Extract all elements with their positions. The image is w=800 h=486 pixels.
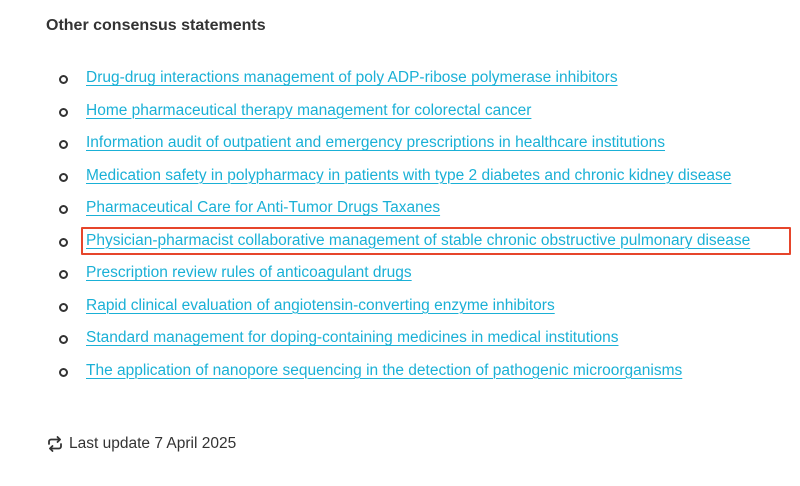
bullet-icon: [59, 108, 68, 117]
list-item: [0, 324, 800, 357]
list-item: [0, 194, 800, 227]
last-update-text: Last update 7 April 2025: [69, 435, 237, 452]
consensus-link[interactable]: Drug-drug interactions management of poly ADP-ribose polymerase inhibitors: [86, 69, 618, 86]
bullet-icon: [59, 140, 68, 149]
list-item: [0, 64, 800, 97]
bullet-icon: [59, 303, 68, 312]
consensus-link[interactable]: The application of nanopore sequencing in the detection of pathogenic microorganisms: [86, 361, 683, 379]
list-item: [0, 162, 800, 195]
consensus-link[interactable]: Medication safety in polypharmacy in patients with type 2 diabetes and chronic kidney disease: [86, 166, 732, 184]
consensus-link[interactable]: Standard management for doping-containing medicines in medical institutions: [86, 329, 619, 346]
bullet-icon: [59, 238, 68, 247]
consensus-link-highlighted[interactable]: Physician-pharmacist collaborative management of stable chronic obstructive pulmonary disease: [86, 231, 751, 249]
consensus-link[interactable]: Pharmaceutical Care for Anti-Tumor Drugs Taxanes: [86, 199, 441, 216]
consensus-link[interactable]: Home pharmaceutical therapy management for colorectal cancer: [86, 101, 532, 119]
list-item: [0, 292, 800, 325]
list-item: [0, 129, 800, 162]
consensus-link[interactable]: Prescription review rules of anticoagulant drugs: [86, 264, 412, 281]
bullet-icon: [59, 205, 68, 214]
section-heading: Other consensus statements: [46, 17, 266, 34]
consensus-link[interactable]: Rapid clinical evaluation of angiotensin-converting enzyme inhibitors: [86, 296, 555, 314]
list-item: [0, 227, 800, 260]
consensus-link[interactable]: Information audit of outpatient and emergency prescriptions in healthcare institutions: [86, 134, 666, 151]
bullet-icon: [59, 335, 68, 344]
list-item: [0, 97, 800, 130]
list-item: [0, 259, 800, 292]
consensus-statements-list: [0, 64, 800, 389]
bullet-icon: [59, 75, 68, 84]
bullet-icon: [59, 270, 68, 279]
last-update: [46, 435, 236, 453]
refresh-icon: [46, 435, 64, 453]
bullet-icon: [59, 368, 68, 377]
bullet-icon: [59, 173, 68, 182]
list-item: [0, 357, 800, 390]
